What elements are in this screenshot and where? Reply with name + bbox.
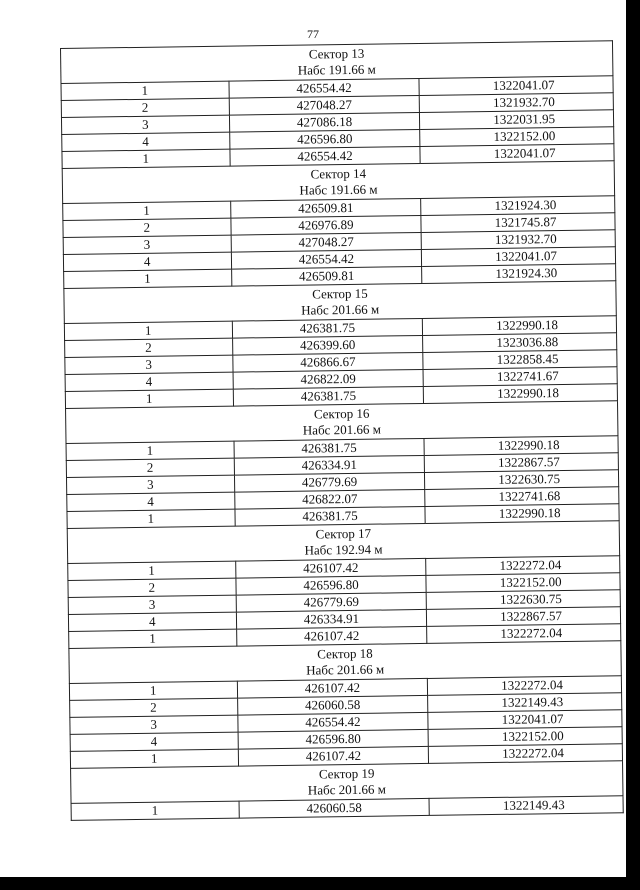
point-number: 3: [70, 715, 238, 734]
coord-x: 426554.42: [230, 146, 420, 166]
sector-title: Сектор 15: [312, 285, 368, 302]
point-number: 2: [63, 218, 231, 237]
coord-x: 426822.07: [235, 489, 425, 509]
point-number: 1: [69, 629, 237, 648]
coord-y: 1322152.00: [426, 573, 620, 593]
coord-y: 1323036.88: [423, 333, 617, 353]
point-number: 4: [65, 372, 233, 391]
coord-y: 1322990.18: [423, 384, 617, 404]
coord-y: 1322630.75: [426, 590, 620, 610]
coord-x: 426334.91: [236, 609, 426, 629]
coord-y: 1322272.04: [428, 744, 622, 764]
coord-y: 1322149.43: [429, 796, 623, 816]
coordinates-sheet: [60, 40, 623, 821]
coord-y: 1322272.04: [427, 624, 621, 644]
sector-elevation: Набс 201.66 м: [301, 301, 380, 318]
coord-y: 1321932.70: [419, 93, 613, 113]
coord-y: 1322041.07: [428, 710, 622, 730]
coord-x: 426554.42: [229, 78, 419, 98]
point-number: 4: [67, 492, 235, 511]
coord-y: 1322152.00: [428, 727, 622, 747]
coord-x: 426779.69: [236, 592, 426, 612]
coord-y: 1321924.30: [422, 264, 616, 284]
coord-x: 427048.27: [229, 95, 419, 115]
coord-x: 426399.60: [233, 335, 423, 355]
point-number: 1: [70, 749, 238, 768]
coord-x: 426107.42: [237, 626, 427, 646]
point-number: 1: [67, 509, 235, 528]
point-number: 1: [64, 321, 232, 340]
coord-x: 427086.18: [229, 112, 419, 132]
coord-x: 426381.75: [234, 438, 424, 458]
point-number: 2: [68, 578, 236, 597]
coord-y: 1322990.18: [422, 316, 616, 336]
point-number: 2: [65, 338, 233, 357]
sector-coordinates-table: [60, 40, 624, 821]
coord-y: 1322041.07: [420, 144, 614, 164]
coord-y: 1322041.07: [419, 76, 613, 96]
point-number: 1: [61, 81, 229, 100]
point-number: 1: [62, 149, 230, 168]
sector-title: Сектор 18: [317, 645, 373, 662]
coord-y: 1321932.70: [421, 230, 615, 250]
sector-elevation: Набс 191.66 м: [299, 181, 378, 198]
coord-y: 1322867.57: [424, 453, 618, 473]
sector-elevation: Набс 201.66 м: [302, 421, 381, 438]
coord-x: 426596.80: [236, 575, 426, 595]
coord-x: 426381.75: [232, 318, 422, 338]
sector-elevation: Набс 192.94 м: [304, 541, 383, 558]
coord-y: 1322867.57: [426, 607, 620, 627]
sector-elevation: Набс 191.66 м: [297, 61, 376, 78]
coord-x: 426976.89: [231, 215, 421, 235]
point-number: 1: [63, 201, 231, 220]
coord-y: 1322990.18: [424, 436, 618, 456]
page-number: 77: [307, 27, 319, 41]
coord-x: 426381.75: [233, 386, 423, 406]
coord-x: 426596.80: [230, 129, 420, 149]
coord-x: 426509.81: [232, 266, 422, 286]
coord-y: 1322741.67: [423, 367, 617, 387]
point-number: 4: [63, 252, 231, 271]
coord-y: 1322152.00: [420, 127, 614, 147]
point-number: 1: [69, 681, 237, 700]
table-body: [61, 41, 624, 821]
point-number: 2: [70, 698, 238, 717]
point-number: 4: [70, 732, 238, 751]
point-number: 3: [61, 115, 229, 134]
point-number: 3: [66, 475, 234, 494]
sector-title: Сектор 13: [308, 45, 365, 62]
coord-y: 1322031.95: [419, 110, 613, 130]
coord-x: 426596.80: [238, 729, 428, 749]
sector-title: Сектор 19: [318, 765, 375, 782]
point-number: 3: [68, 595, 236, 614]
point-number: 4: [68, 612, 236, 631]
coord-x: 426107.42: [236, 558, 426, 578]
point-number: 1: [71, 801, 239, 820]
coord-x: 426107.42: [238, 746, 428, 766]
point-number: 3: [65, 355, 233, 374]
coord-x: 426060.58: [238, 695, 428, 715]
coord-x: 426334.91: [234, 455, 424, 475]
coord-x: 426554.42: [238, 712, 428, 732]
coord-x: 426779.69: [234, 472, 424, 492]
coord-y: 1322741.68: [425, 487, 619, 507]
point-number: 1: [64, 269, 232, 288]
coord-x: 426866.67: [233, 352, 423, 372]
coord-y: 1321924.30: [421, 196, 615, 216]
coord-y: 1322149.43: [428, 693, 622, 713]
sector-elevation: Набс 201.66 м: [306, 661, 385, 678]
sector-title: Сектор 17: [315, 525, 372, 542]
coord-y: 1321745.87: [421, 213, 615, 233]
coord-y: 1322272.04: [427, 676, 621, 696]
coord-x: 426509.81: [231, 198, 421, 218]
point-number: 2: [66, 458, 234, 477]
coord-y: 1322041.07: [421, 247, 615, 267]
sector-title: Сектор 16: [313, 405, 370, 422]
point-number: 1: [65, 389, 233, 408]
coord-y: 1322858.45: [423, 350, 617, 370]
coord-x: 426060.58: [239, 798, 429, 818]
coord-x: 426381.75: [235, 506, 425, 526]
point-number: 4: [62, 132, 230, 151]
sector-elevation: Набс 201.66 м: [307, 781, 386, 798]
coord-x: 426554.42: [231, 249, 421, 269]
point-number: 3: [63, 235, 231, 254]
coord-y: 1322990.18: [425, 504, 619, 524]
coord-y: 1322630.75: [424, 470, 618, 490]
point-number: 1: [68, 561, 236, 580]
coord-x: 427048.27: [231, 232, 421, 252]
point-number: 1: [66, 441, 234, 460]
coord-x: 426822.09: [233, 369, 423, 389]
coord-y: 1322272.04: [426, 556, 620, 576]
sector-title: Сектор 14: [310, 165, 367, 182]
coord-x: 426107.42: [237, 678, 427, 698]
point-number: 2: [61, 98, 229, 117]
